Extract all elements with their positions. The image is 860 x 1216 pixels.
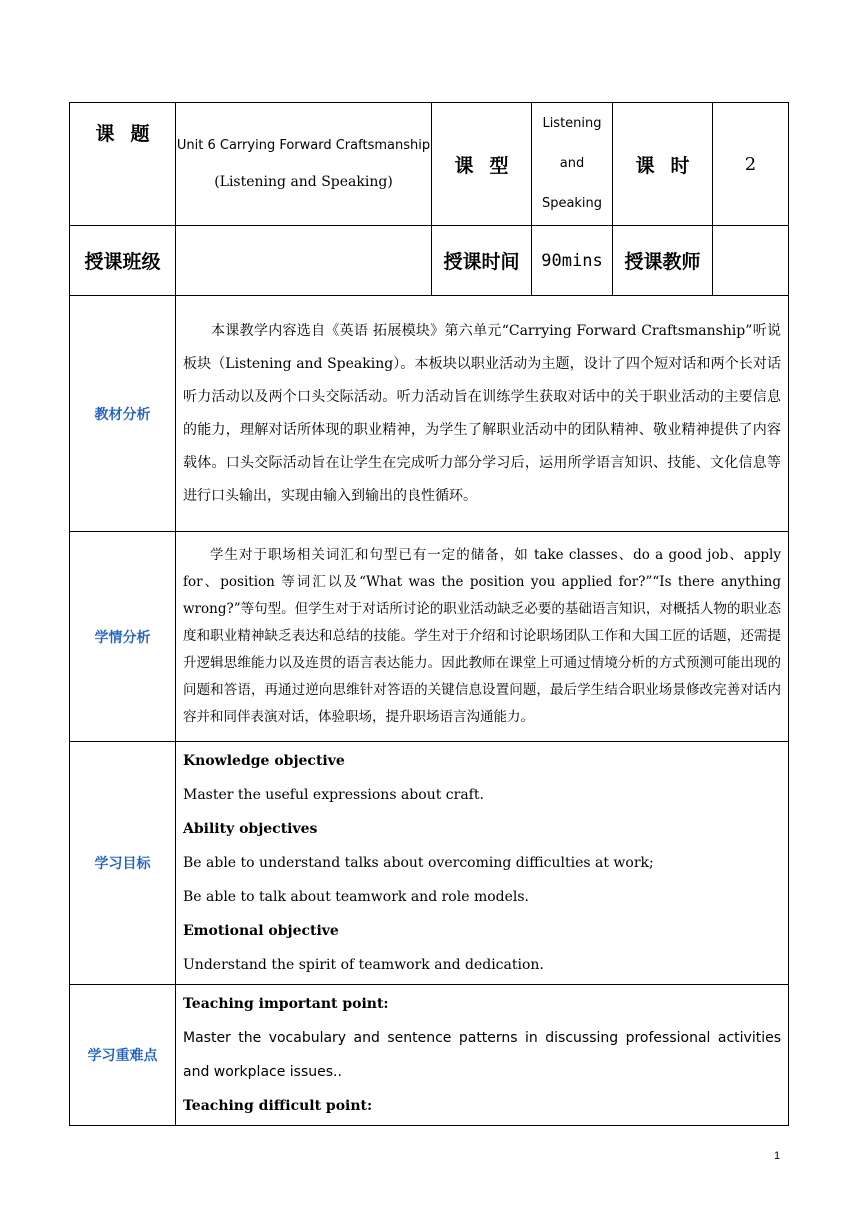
- type-line-2: and: [559, 156, 585, 171]
- ability-text-1: Be able to understand talks about overcoming difficulties at work;: [183, 855, 654, 871]
- important-heading: Teaching important point:: [183, 996, 389, 1012]
- emotional-text: Understand the spirit of teamwork and dedication.: [183, 957, 544, 973]
- ability-heading: Ability objectives: [183, 821, 318, 837]
- topic-cell: [176, 103, 432, 226]
- time-value: 90mins: [532, 226, 613, 296]
- key-points-row: [70, 985, 789, 1126]
- hours-label: 课时: [613, 103, 713, 226]
- topic-subtitle: (Listening and Speaking): [214, 174, 393, 190]
- key-points-label: 学习重难点: [70, 985, 176, 1126]
- objectives-label: 学习目标: [70, 742, 176, 985]
- knowledge-heading: Knowledge objective: [183, 753, 345, 769]
- teacher-label: 授课教师: [613, 226, 713, 296]
- class-label: 授课班级: [70, 226, 176, 296]
- header-row: [70, 103, 789, 226]
- hours-value: 2: [713, 103, 789, 226]
- topic-title: Unit 6 Carrying Forward Craftsmanship: [176, 138, 431, 153]
- class-time-row: [70, 226, 789, 296]
- objectives-cell: [176, 742, 789, 985]
- emotional-heading: Emotional objective: [183, 923, 339, 939]
- objectives-row: [70, 742, 789, 985]
- material-text: 本课教学内容选自《英语 拓展模块》第六单元“Carrying Forward Craftsmanship”听说板块（Listening and Speaking）。本板块以职业活动为主题，设计了四个短对话和两个长对话听力活动以及两个口头交际活动。听力活动旨在训练学生获取对话中的关于职业活动的主要信息的能力，理解对话所体现的职业精神，为学生了解职业活动中的团队精神、敬业精神提供了内容载体。口头交际活动旨在让学生在完成听力部分学习后，运用所学语言知识、技能、文化信息等进行口头输出，实现由输入到输出的良性循环。: [176, 296, 789, 532]
- difficult-heading: Teaching difficult point:: [183, 1098, 373, 1114]
- students-text: 学生对于职场相关词汇和句型已有一定的储备，如 take classes、do a good job、apply for、position 等词汇以及“What was the position you applied for?”“Is there anything wrong?”等句型。但学生对于对话所讨论的职业活动缺乏必要的基础语言知识，对概括人物的职业态度和职业精神缺乏表达和总结的技能。学生对于介绍和讨论职场团队工作和大国工匠的话题，还需提升逻辑思维能力以及连贯的语言表达能力。因此教师在课堂上可通过情境分析的方式预测可能出现的问题和答语，再通过逆向思维针对答语的关键信息设置问题，最后学生结合职业场景修改完善对话内容并和同伴表演对话，体验职场，提升职场语言沟通能力。: [176, 532, 789, 742]
- students-label: 学情分析: [70, 532, 176, 742]
- type-line-3: Speaking: [541, 196, 603, 211]
- time-label: 授课时间: [432, 226, 532, 296]
- important-text: Master the vocabulary and sentence patterns in discussing professional activities and workplace issues..: [183, 1030, 781, 1080]
- lesson-plan-table: [69, 102, 789, 1126]
- type-label: 课型: [432, 103, 532, 226]
- material-row: [70, 296, 789, 532]
- teacher-value: [713, 226, 789, 296]
- type-cell: [532, 103, 613, 226]
- material-label: 教材分析: [70, 296, 176, 532]
- key-points-cell: [176, 985, 789, 1126]
- topic-label: 课题: [70, 103, 176, 226]
- knowledge-text: Master the useful expressions about craft.: [183, 787, 484, 803]
- class-value: [176, 226, 432, 296]
- ability-text-2: Be able to talk about teamwork and role models.: [183, 889, 530, 905]
- page-number: 1: [774, 1150, 781, 1162]
- students-row: [70, 532, 789, 742]
- type-line-1: Listening: [542, 116, 602, 131]
